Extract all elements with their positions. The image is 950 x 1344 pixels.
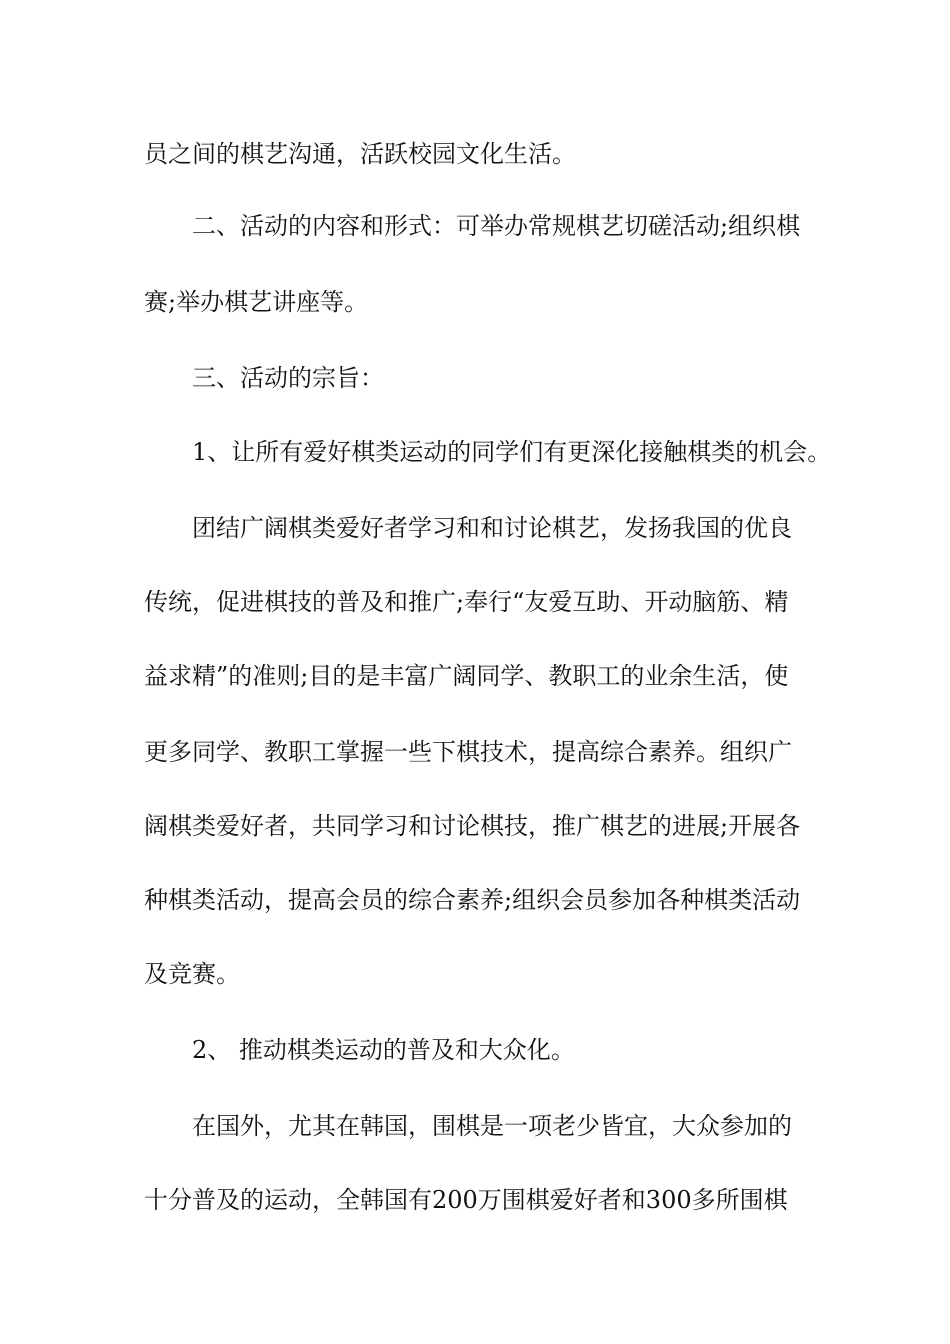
purpose-item-1: 1、让所有爱好棋类运动的同学们有更深化接触棋类的机会。 bbox=[192, 438, 832, 466]
purpose-item-2: 2、 推动棋类运动的普及和大众化。 bbox=[192, 1036, 575, 1064]
paragraph-line: 种棋类活动，提高会员的综合素养;组织会员参加各种棋类活动 bbox=[144, 886, 801, 914]
paragraph-line: 及竞赛。 bbox=[144, 960, 240, 988]
paragraph-line: 十分普及的运动，全韩国有200万围棋爱好者和300多所围棋 bbox=[144, 1186, 788, 1214]
section-heading-purpose: 三、活动的宗旨： bbox=[192, 364, 384, 392]
paragraph-line: 团结广阔棋类爱好者学习和和讨论棋艺，发扬我国的优良 bbox=[192, 514, 792, 542]
section-heading-content-form: 二、活动的内容和形式：可举办常规棋艺切磋活动;组织棋 bbox=[192, 212, 801, 240]
paragraph-line: 在国外，尤其在韩国，围棋是一项老少皆宜，大众参加的 bbox=[192, 1112, 792, 1140]
paragraph-line: 赛;举办棋艺讲座等。 bbox=[144, 288, 369, 316]
paragraph-line: 员之间的棋艺沟通，活跃校园文化生活。 bbox=[144, 140, 576, 168]
paragraph-line: 更多同学、教职工掌握一些下棋技术，提高综合素养。组织广 bbox=[144, 738, 792, 766]
paragraph-line: 益求精”的准则;目的是丰富广阔同学、教职工的业余生活，使 bbox=[144, 662, 789, 690]
paragraph-line: 阔棋类爱好者，共同学习和讨论棋技，推广棋艺的进展;开展各 bbox=[144, 812, 801, 840]
paragraph-line: 传统，促进棋技的普及和推广;奉行“友爱互助、开动脑筋、精 bbox=[144, 588, 789, 616]
